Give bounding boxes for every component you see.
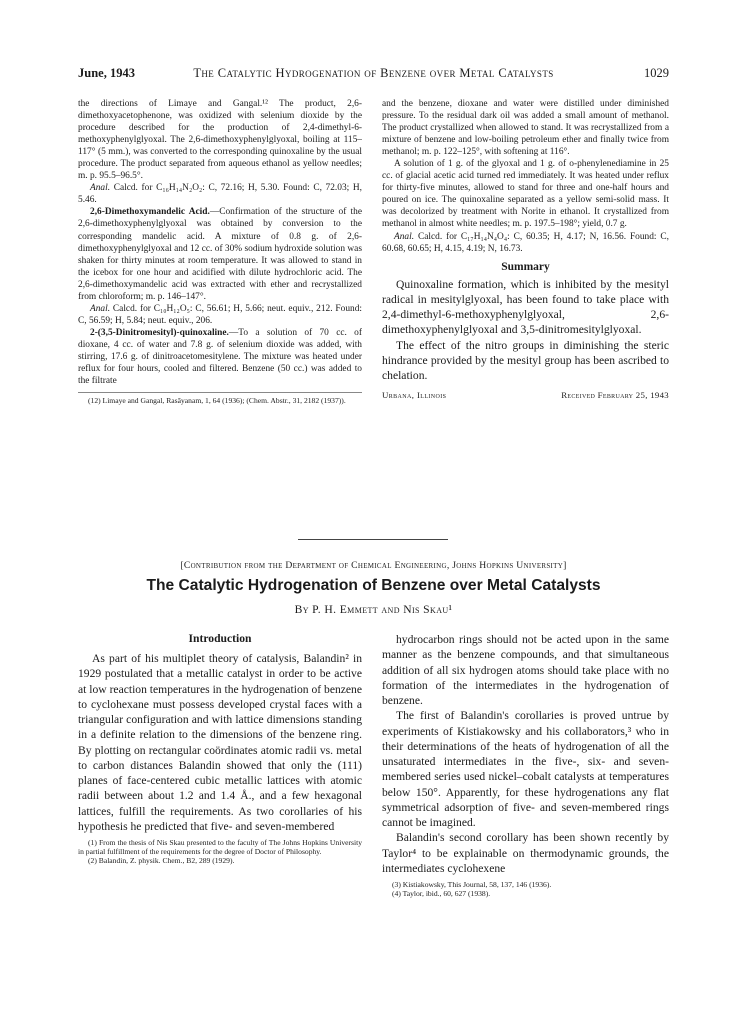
lower-right-column: [382, 632, 669, 898]
paragraph: hydrocarbon rings should not be acted upon in the same manner as the benzene compounds, and that simultaneous addition of all six hydrogen atoms should take place with no formation of the intermediates in the hydrogenation of benzene.: [382, 633, 669, 707]
running-title: The Catalytic Hydrogenation of Benzene over Metal Catalysts: [193, 66, 554, 80]
paragraph: As part of his multiplet theory of catalysis, Balandin² in 1929 postulated that a metallic catalyst in order to be active at low reaction temperatures in the hydrogenation of benzene to cyclohexane must possess developed crystal faces with a triangular configuration and with lattice dimensions standing in a definite relation to the dimensions of the benzene ring. By plotting on rectangular coördinates atomic radii vs. metal to carbon distances Balandin showed that only the (111) planes of face-centered cubic metallic lattices with atomic radii between about 1.2 and 1.4 Å., and a few hexagonal lattices, fulfill the requirements. As two corollaries of his hypothesis he predicted that five- and seven-membered: [78, 652, 362, 833]
contribution-line: [Contribution from the Department of Chemical Engineering, Johns Hopkins University]: [180, 560, 567, 571]
lower-left-column: [78, 632, 362, 866]
received-date: Received February 25, 1943: [561, 390, 669, 401]
paragraph: the directions of Limaye and Gangal.¹² The product, 2,6-dimethoxyacetophenone, was oxidized with selenium dioxide by the procedure described for the production of 2,4-dimethyl-6-methoxyphenylglyoxal. The 2,6-dimethoxyphenylglyoxal, boiling at 115–117° (5 mm.), was converted to the corresponding quinoxaline by the usual procedure. The product separated from aqueous ethanol as yellow needles; m. p. 95.5–96.5°.: [78, 99, 362, 182]
divider-rule: [298, 539, 448, 540]
introduction-heading: Introduction: [188, 632, 252, 645]
quinoxaline-paragraph: 2-(3,5-Dinitromesityl)-quinoxaline.—To a solution of 70 cc. of dioxane, 4 cc. of water and 7.8 g. of selenium dioxide was added, with stirring, 17.6 g. of dinitroacetomesitylene. The mixture was heated under reflux for four hours, cooled and filtered. Benzene (50 cc.) was added to the filtrate: [78, 327, 362, 387]
running-header: [78, 66, 669, 82]
upper-right-column: [382, 98, 669, 401]
received-line: [382, 389, 669, 401]
place: Urbana, Illinois: [382, 390, 447, 401]
article-title: The Catalytic Hydrogenation of Benzene over Metal Catalysts: [146, 577, 601, 594]
paragraph: The first of Balandin's corollaries is proved untrue by experiments of Kistiakowsky and his collaborators,³ who in their determinations of the heats of hydrogenation of all the unsaturated intermediates in the five-, six- and seven-membered series used nickel–cobalt catalysts at temperatures below 150°. Apparently, for these hydrogenations any flat symmetrical adsorption of five- and seven-membered rings cannot be imagined.: [382, 709, 669, 829]
analysis-paragraph: Anal. Calcd. for C₁₆H₁₄N₂O₂: C, 72.16; H, 5.30. Found: C, 72.03; H, 5.46.: [78, 183, 362, 206]
author-byline: By P. H. Emmett and Nis Skau¹: [294, 603, 453, 616]
paragraph: A solution of 1 g. of the glyoxal and 1 g. of o-phenylenediamine in 25 cc. of glacial acetic acid turned red immediately. It was heated under reflux for thirty-five minutes, allowed to stand for three and one-half hours and poured on ice. The quinoxaline separated as a yellow semi-solid mass. It was decolorized by treatment with Norite in ethanol. It crystallized from methanol in almost white needles; m. p. 197.5–198°; yield, 0.7 g.: [382, 159, 669, 230]
page-number: 1029: [644, 66, 669, 80]
mandelic-acid-paragraph: 2,6-Dimethoxymandelic Acid.—Confirmation of the structure of the 2,6-dimethoxyphenylglyoxal was obtained by conversion to the corresponding mandelic acid. A mixture of 0.8 g. of 2,6-dimethoxyphenylglyoxal and 12 cc. of 30% sodium hydroxide solution was shaken for thirty minutes at room temperature. It was allowed to stand in the icebox for one hour and acidified with dilute hydrochloric acid. The 2,6-dimethoxymandelic acid was extracted with ether and recrystallized from chloroform; m. p. 146–147°.: [78, 207, 362, 302]
paragraph: and the benzene, dioxane and water were distilled under diminished pressure. To the residual dark oil was added a small amount of methanol. The product crystallized when allowed to stand. It was recrystallized from a mixture of benzene and low-boiling petroleum ether and finally twice from methanol; m. p. 122–125°, with softening at 116°.: [382, 99, 669, 158]
footnote: (12) Limaye and Gangal, Rasāyanam, 1, 64 (1936); (Chem. Abstr., 31, 2182 (1937)).: [78, 392, 362, 405]
summary-heading: Summary: [501, 260, 550, 273]
analysis-paragraph: Anal. Calcd. for C₁₇H₁₄N₄O₄: C, 60.35; H, 4.17; N, 16.56. Found: C, 60.68, 60.65; H, 4.15, 4.19; N, 16.73.: [382, 231, 670, 254]
summary-text: Quinoxaline formation, which is inhibited by the mesityl radical in mesitylglyoxal, has been found to take place with 2,4-dimethyl-6-methoxyphenylglyoxal, 2,6-dimethoxyphenylglyoxal and 3,5-dinitromesitylglyoxal. The effect of the nitro groups in diminishing the steric hindrance provided by the mesityl group has been ascribed to chelation.: [382, 277, 669, 383]
footnotes: (1) From the thesis of Nis Skau presented to the faculty of The Johns Hopkins University in partial fulfillment of the requirements for the degree of Doctor of Philosophy. (2) Balandin, Z. physik. Chem., B2, 289 (1929).: [78, 838, 362, 866]
paragraph: Balandin's second corollary has been shown recently by Taylor⁴ to be explainable on thermodynamic grounds, the intermediates cyclohexene: [382, 831, 669, 875]
analysis-paragraph: Anal. Calcd. for C₁₀H₁₂O₅: C, 56.61; H, 5.66; neut. equiv., 212. Found: C, 56.59; H, 5.84; neut. equiv., 206.: [78, 303, 362, 326]
footnotes: (3) Kistiakowsky, This Journal, 58, 137, 146 (1936). (4) Taylor, ibid., 60, 627 (1938).: [392, 880, 552, 899]
upper-left-column: [78, 98, 362, 405]
issue-date: June, 1943: [78, 66, 135, 80]
